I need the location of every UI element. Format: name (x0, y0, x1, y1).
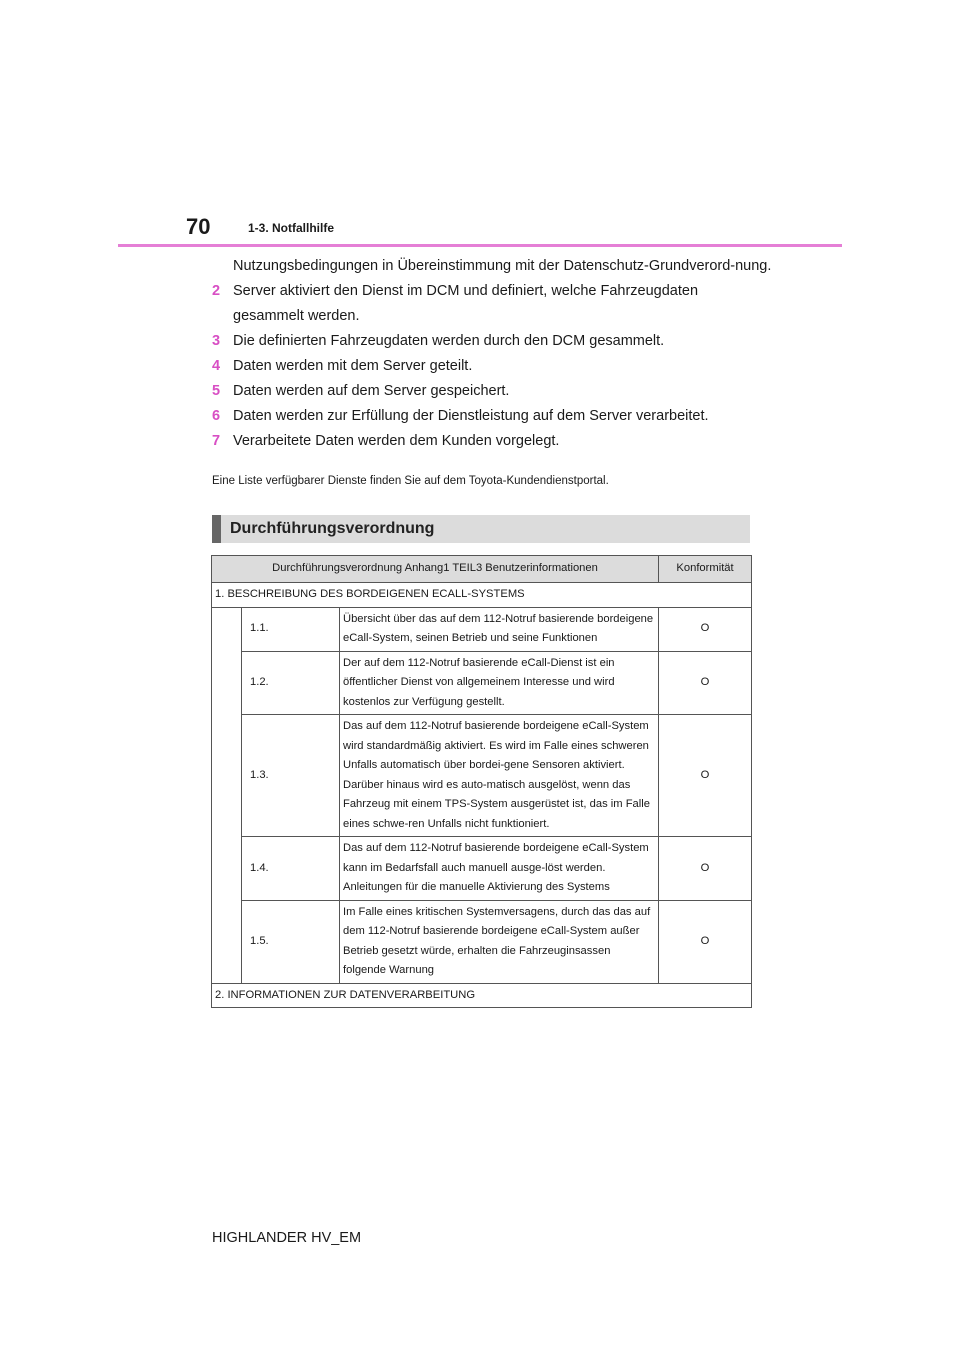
footer-model: HIGHLANDER HV_EM (212, 1230, 362, 1246)
table-indent-cell (212, 607, 242, 983)
step-number: 6 (212, 408, 221, 424)
table-header-conformity: Konformität (659, 556, 752, 583)
table-row (212, 837, 752, 901)
subsection-title: Durchführungsverordnung (230, 520, 435, 537)
row-conformity: O (659, 607, 752, 651)
row-text: Im Falle eines kritischen Systemversagens, durch das das auf dem 112-Notruf basierende bordeigene eCall-System außer Betrieb gesetzt würde, erhalten die Fahrzeuginsassen folgende Warnung (340, 900, 659, 983)
table-section-title: 2. INFORMATIONEN ZUR DATENVERARBEITUNG (212, 983, 752, 1008)
step-6 (212, 404, 772, 429)
table-row (212, 651, 752, 715)
row-number: 1.5. (242, 900, 340, 983)
note-text: Eine Liste verfügbarer Dienste finden Sie auf dem Toyota-Kundendienstportal. (212, 475, 609, 487)
row-conformity: O (659, 715, 752, 837)
step-4 (212, 354, 772, 379)
step-text: Verarbeitete Daten werden dem Kunden vorgelegt. (233, 433, 560, 449)
table-header-requirement: Durchführungsverordnung Anhang1 TEIL3 Benutzerinformationen (212, 556, 659, 583)
row-conformity: O (659, 837, 752, 901)
step-text: Daten werden zur Erfüllung der Dienstleistung auf dem Server verarbeitet. (233, 408, 709, 424)
table-row (212, 715, 752, 837)
step-7 (212, 429, 772, 454)
row-conformity: O (659, 900, 752, 983)
step-3 (212, 329, 772, 354)
table-section-row (212, 983, 752, 1008)
row-text: Das auf dem 112-Notruf basierende bordeigene eCall-System wird standardmäßig aktiviert. Es wird im Falle eines schweren Unfalls automatisch über bordei-gene Sensoren aktiviert. Darüber hinaus wird es auto-matisch ausgelöst, wenn das Fahrzeug mit einem TPS-System ausgerüstet ist, das im Falle eines schwe-ren Unfalls nicht funktioniert. (340, 715, 659, 837)
step-text: Server aktiviert den Dienst im DCM und definiert, welche Fahrzeugdaten gesammelt werden. (233, 283, 699, 324)
step-2 (212, 279, 772, 329)
step-number: 2 (212, 283, 221, 299)
step-number: 4 (212, 358, 221, 374)
header-rule (118, 244, 842, 247)
row-number: 1.2. (242, 651, 340, 715)
subsection-header (212, 515, 750, 543)
table-header-row (212, 556, 752, 583)
step-text: Daten werden auf dem Server gespeichert. (233, 383, 510, 399)
body-text (212, 254, 772, 454)
step-text: Die definierten Fahrzeugdaten werden durch den DCM gesammelt. (233, 333, 665, 349)
step-text: Daten werden mit dem Server geteilt. (233, 358, 473, 374)
row-number: 1.1. (242, 607, 340, 651)
row-text: Das auf dem 112-Notruf basierende bordeigene eCall-System kann im Bedarfsfall auch manuell ausge-löst werden. Anleitungen für die manuelle Aktivierung des Systems (340, 837, 659, 901)
row-text: Übersicht über das auf dem 112-Notruf basierende bordeigene eCall-System, seinen Betrieb und seine Funktionen (340, 607, 659, 651)
regulation-table (211, 555, 752, 1008)
continuation-text: Nutzungsbedingungen in Übereinstimmung mit der Datenschutz-Grundverord-nung. (233, 258, 772, 274)
step-number: 3 (212, 333, 221, 349)
table-section-row (212, 583, 752, 608)
table-row (212, 607, 752, 651)
row-number: 1.3. (242, 715, 340, 837)
step-5 (212, 379, 772, 404)
step-number: 7 (212, 433, 221, 449)
section-title: 1-3. Notfallhilfe (248, 221, 335, 235)
row-text: Der auf dem 112-Notruf basierende eCall-Dienst ist ein öffentlicher Dienst von allgemeinem Interesse und wird kostenlos zur Verfügung gestellt. (340, 651, 659, 715)
table-section-title: 1. BESCHREIBUNG DES BORDEIGENEN ECALL-SYSTEMS (212, 583, 752, 608)
table-row (212, 900, 752, 983)
row-conformity: O (659, 651, 752, 715)
row-number: 1.4. (242, 837, 340, 901)
page-number: 70 (186, 214, 211, 239)
step-number: 5 (212, 383, 221, 399)
